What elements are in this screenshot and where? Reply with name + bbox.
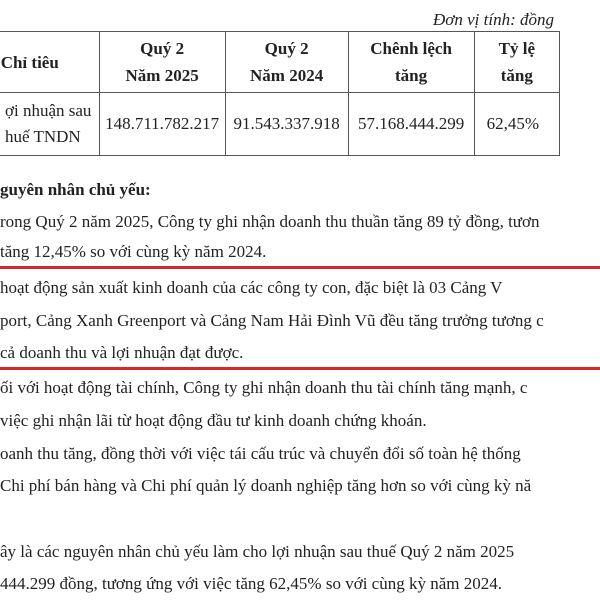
table-row xyxy=(0,93,560,156)
paragraph-line: tăng 12,45% so với cùng kỳ năm 2024. xyxy=(0,242,267,261)
paragraph-line: 444.299 đồng, tương ứng với việc tăng 62,45% so với cùng kỳ năm 2024. xyxy=(0,574,502,593)
paragraph-line: rong Quý 2 năm 2025, Công ty ghi nhận doanh thu thuần tăng 89 tỷ đồng, tươn xyxy=(0,212,540,231)
red-highlight-line-bottom xyxy=(0,367,600,370)
paragraph-line: ây là các nguyên nhân chủ yếu làm cho lợi nhuận sau thuế Quý 2 năm 2025 xyxy=(0,542,515,561)
paragraph-line: ối với hoạt động tài chính, Công ty ghi nhận doanh thu tài chính tăng mạnh, c xyxy=(0,378,528,397)
col-header-rate: Tỷ lệ tăng xyxy=(474,32,559,93)
col-header-indicator: Chỉ tiêu xyxy=(0,32,99,93)
col-header-q2-2025: Quý 2 Năm 2025 xyxy=(99,32,225,93)
paragraph-line: việc ghi nhận lãi từ hoạt động đầu tư kinh doanh chứng khoán. xyxy=(0,411,427,430)
col-header-q2-2024: Quý 2 Năm 2024 xyxy=(225,32,348,93)
paragraph-line: port, Cảng Xanh Greenport và Cảng Nam Hải Đình Vũ đều tăng trưởng tương c xyxy=(0,311,544,330)
value-difference: 57.168.444.299 xyxy=(348,93,474,156)
red-highlight-line-top xyxy=(0,266,600,269)
row-label: ợi nhuận sau huế TNDN xyxy=(0,93,99,156)
profit-table xyxy=(0,31,560,156)
paragraph-line: hoạt động sản xuất kinh doanh của các công ty con, đặc biệt là 03 Cảng V xyxy=(0,278,503,297)
table-header-row xyxy=(0,32,560,93)
value-q2-2024: 91.543.337.918 xyxy=(225,93,348,156)
value-q2-2025: 148.711.782.217 xyxy=(99,93,225,156)
value-rate: 62,45% xyxy=(474,93,559,156)
section-heading: guyên nhân chủ yếu: xyxy=(0,180,151,199)
paragraph-line: oanh thu tăng, đồng thời với việc tái cấu trúc và chuyển đổi số toàn hệ thống xyxy=(0,444,521,463)
col-header-difference: Chênh lệch tăng xyxy=(348,32,474,93)
paragraph-line: Chi phí bán hàng và Chi phí quản lý doanh nghiệp tăng hơn so với cùng kỳ nă xyxy=(0,476,532,495)
paragraph-line: cả doanh thu và lợi nhuận đạt được. xyxy=(0,343,244,362)
unit-label: Đơn vị tính: đồng xyxy=(433,10,554,29)
